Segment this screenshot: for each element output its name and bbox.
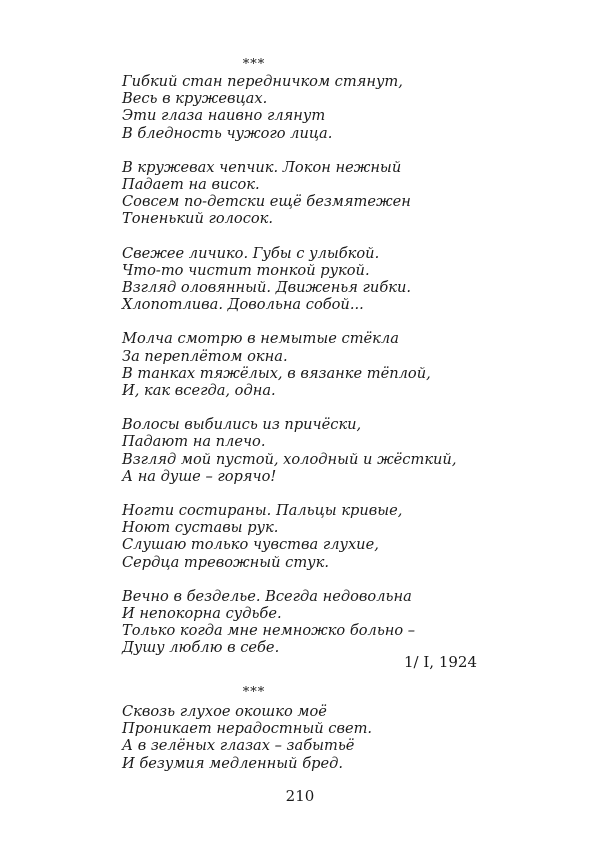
stanza — [122, 703, 502, 772]
poem-line: Хлопотлива. Довольна собой... — [122, 296, 364, 314]
poem-line: Что-то чистит тонкой рукой. — [122, 261, 370, 279]
poem-line: Ноют суставы рук. — [122, 519, 279, 537]
page-number: 210 — [285, 787, 315, 805]
poem-line: Проникает нерадостный свет. — [122, 720, 373, 738]
poem-line: В бледность чужого лица. — [122, 124, 333, 142]
poem-line: Молча смотрю в немытые стёкла — [122, 330, 399, 348]
poem-line: В кружевах чепчик. Локон нежный — [122, 158, 402, 176]
stanza — [122, 588, 502, 657]
poem-separator: *** — [242, 685, 266, 700]
poem-date: 1/ I, 1924 — [404, 653, 478, 671]
poem-line: А в зелёных глазах – забытьё — [122, 737, 355, 755]
stanza — [122, 416, 502, 485]
poem-line: Совсем по-детски ещё безмятежен — [122, 193, 411, 211]
poem-line: В танках тяжёлых, в вязанке тёплой, — [122, 364, 431, 382]
stanza — [122, 159, 502, 228]
poem — [122, 73, 502, 674]
poem-line: Волосы выбились из причёски, — [122, 416, 362, 434]
poem-line: И непокорна судьбе. — [122, 605, 282, 623]
poem-line: А на душе – горячо! — [122, 467, 277, 485]
poem-line: Весь в кружевцах. — [122, 90, 268, 108]
poem-line: Взгляд мой пустой, холодный и жёсткий, — [122, 450, 457, 468]
poem-line: Душу люблю в себе. — [122, 639, 280, 657]
stanza — [122, 330, 502, 399]
poem-line: Только когда мне немножко больно – — [122, 622, 416, 640]
poem — [122, 703, 502, 789]
stanza — [122, 73, 502, 142]
poem-line: Падает на висок. — [122, 176, 260, 194]
poem-line: Сердца тревожный стук. — [122, 553, 329, 571]
poem-separator: *** — [242, 57, 266, 72]
stanza — [122, 245, 502, 314]
poem-line: И безумия медленный бред. — [122, 754, 343, 772]
poem-line: Слушаю только чувства глухие, — [122, 536, 379, 554]
poem-line: Эти глаза наивно глянут — [122, 107, 326, 125]
poem-line: Падают на плечо. — [122, 433, 266, 451]
poem-line: За переплётом окна. — [122, 347, 288, 365]
poem-line: Взгляд оловянный. Движенья гибки. — [122, 279, 411, 297]
poem-line: Вечно в безделье. Всегда недовольна — [122, 587, 412, 605]
poem-line: Ногти состираны. Пальцы кривые, — [122, 502, 403, 520]
poem-line: Тоненький голосок. — [122, 210, 274, 228]
poem-line: И, как всегда, одна. — [122, 382, 276, 400]
stanza — [122, 502, 502, 571]
poem-line: Сквозь глухое окошко моё — [122, 703, 327, 720]
poem-line: Гибкий стан передничком стянут, — [122, 73, 403, 90]
poem-line: Свежее личико. Губы с улыбкой. — [122, 244, 380, 262]
